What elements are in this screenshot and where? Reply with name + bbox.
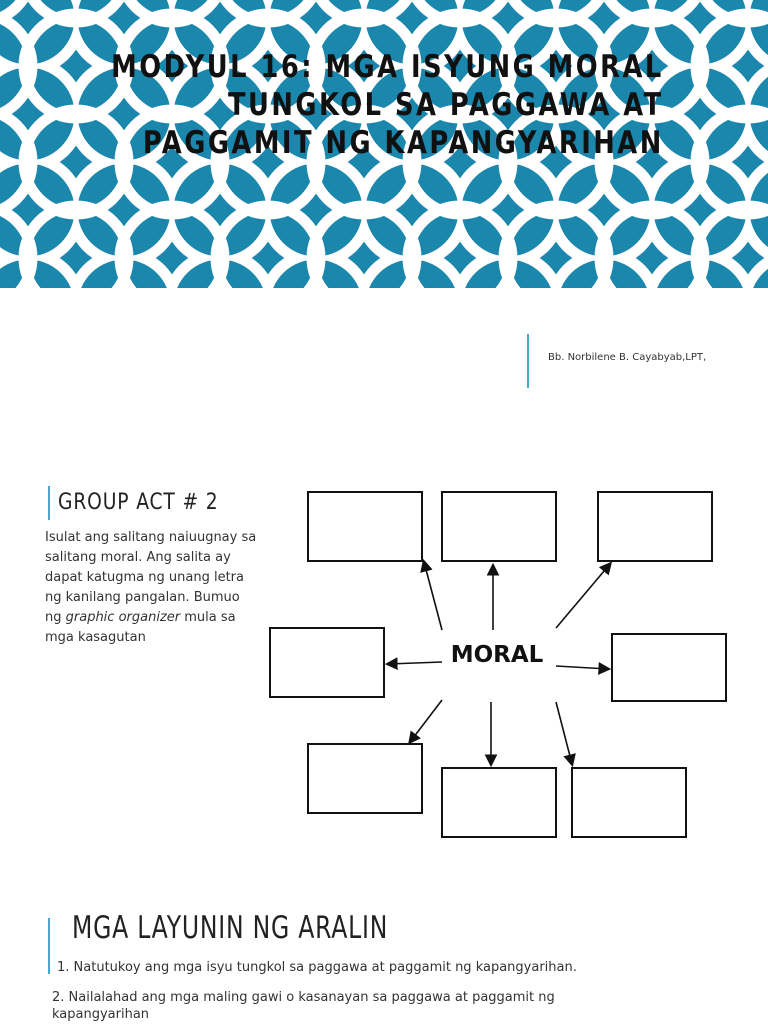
group-activity-slide xyxy=(0,452,768,866)
answer-box-top-left[interactable] xyxy=(308,492,422,561)
answer-box-bottom-left[interactable] xyxy=(308,744,422,813)
section-heading: GROUP ACT # 2 xyxy=(58,490,219,515)
answer-box-middle-left[interactable] xyxy=(270,628,384,697)
arrow-to-bottom-left xyxy=(410,700,442,742)
objectives-slide xyxy=(0,866,768,1024)
answer-box-top-center[interactable] xyxy=(442,492,556,561)
answer-box-top-right[interactable] xyxy=(598,492,712,561)
page-title xyxy=(111,48,664,162)
title-slide xyxy=(0,0,768,452)
center-word: MORAL xyxy=(450,642,544,668)
arrow-to-middle-left xyxy=(388,662,442,664)
answer-box-bottom-right[interactable] xyxy=(572,768,686,837)
objective-item-2: 2. Nailalahad ang mga maling gawi o kasanayan sa paggawa at paggamit ng kapangyarihan xyxy=(52,990,555,1022)
accent-bar xyxy=(527,334,529,388)
objective-item-1: 1. Natutukoy ang mga isyu tungkol sa paggawa at paggamit ng kapangyarihan. xyxy=(57,960,577,975)
title-line-3: PAGGAMIT NG KAPANGYARIHAN xyxy=(143,125,665,161)
arrow-to-top-left xyxy=(424,562,442,630)
arrow-to-bottom-right xyxy=(556,702,572,764)
instructions-text: Isulat ang salitang naiuugnay sa salitang moral. Ang salita ay dapat katugma ng unang letra ng kanilang pangalan. Bumuo ng graphic organizer mula sa mga kasagutan xyxy=(45,530,257,645)
patterned-banner xyxy=(0,0,768,288)
author-name: Bb. Norbilene B. Cayabyab,LPT, xyxy=(548,352,707,363)
accent-bar xyxy=(48,918,50,974)
answer-box-middle-right[interactable] xyxy=(612,634,726,701)
section-heading: MGA LAYUNIN NG ARALIN xyxy=(72,910,389,946)
title-line-1: MODYUL 16: MGA ISYUNG MORAL xyxy=(111,49,664,85)
graphic-organizer xyxy=(262,482,732,842)
arrow-to-top-right xyxy=(556,564,610,628)
arrow-to-middle-right xyxy=(556,666,608,669)
answer-box-bottom-center[interactable] xyxy=(442,768,556,837)
title-line-2: TUNGKOL SA PAGGAWA AT xyxy=(228,87,664,123)
accent-bar xyxy=(48,486,50,520)
